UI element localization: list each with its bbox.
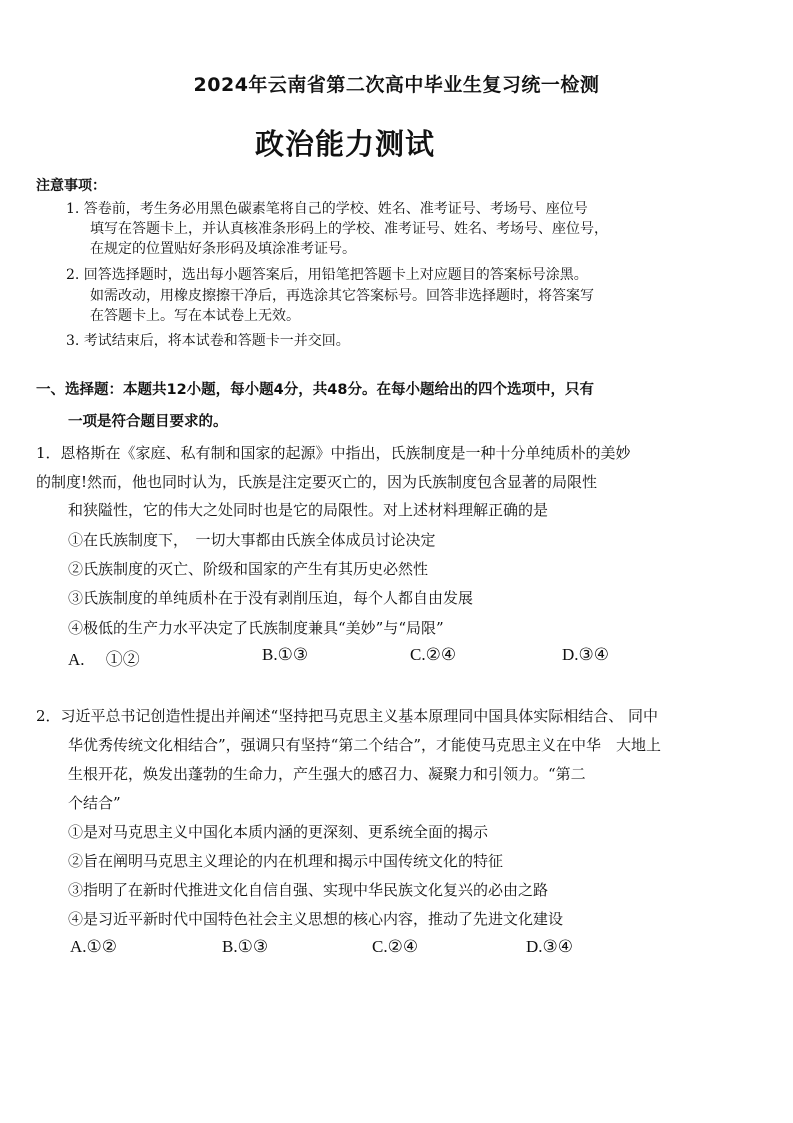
q2-statement-3: ③指明了在新时代推进文化自信自强、实现中华民族文化复兴的必由之路: [68, 881, 549, 899]
q2-stem-line-3: 生根开花，焕发出蓬勃的生命力，产生强大的感召力、凝聚力和引领力。“第二: [68, 765, 586, 783]
subject-title: 政治能力测试: [254, 127, 435, 161]
q2-statement-1: ①是对马克思主义中国化本质内涵的更深刻、更系统全面的揭示: [68, 823, 489, 841]
q2-option-a[interactable]: A.①②: [70, 937, 118, 956]
q2-statement-4: ④是习近平新时代中国特色社会主义思想的核心内容，推动了先进文化建设: [68, 910, 564, 928]
q2-option-d[interactable]: D.③④: [526, 937, 574, 956]
q1-statement-2: ②氏族制度的灭亡、阶级和国家的产生有其历史必然性: [68, 560, 429, 578]
notice-item-1-line-1: 1. 答卷前，考生务必用黑色碳素笔将自己的学校、姓名、准考证号、考场号、座位号: [66, 201, 588, 217]
q1-stem-line-3: 和狭隘性，它的伟大之处同时也是它的局限性。对上述材料理解正确的是: [68, 501, 549, 519]
q2-stem-line-2: 华优秀传统文化相结合”，强调只有坚持“第二个结合”，才能使马克思主义在中华 大地上: [68, 736, 662, 754]
q1-option-b[interactable]: B.①③: [262, 645, 309, 664]
notice-item-1-line-2: 填写在答题卡上，并认真核准条形码上的学校、准考证号、姓名、考场号、座位号，: [90, 221, 608, 237]
exam-title: 2024年云南省第二次高中毕业生复习统一检测: [193, 74, 600, 96]
notice-item-2-line-3: 在答题卡上。写在本试卷上无效。: [90, 308, 300, 324]
q1-option-d[interactable]: D.③④: [562, 645, 610, 664]
q2-stem-line-4: 个结合”: [68, 794, 121, 812]
section-heading-line-1: 一、选择题：本题共12小题，每小题4分，共48分。在每小题给出的四个选项中，只有: [36, 382, 594, 398]
section-heading-line-2: 一项是符合题目要求的。: [68, 414, 228, 430]
notice-heading: 注意事项：: [36, 178, 106, 194]
q1-statement-1: ①在氏族制度下， 一切大事都由氏族全体成员讨论决定: [68, 531, 436, 549]
q1-stem-line-2: 的制度!然而，他也同时认为，氏族是注定要灭亡的，因为氏族制度包含显著的局限性: [36, 473, 598, 491]
q1-option-a[interactable]: A. ①②: [68, 650, 140, 669]
notice-item-2-line-1: 2. 回答选择题时，选出每小题答案后，用铅笔把答题卡上对应题目的答案标号涂黑。: [66, 267, 588, 283]
q2-option-c[interactable]: C.②④: [372, 937, 419, 956]
notice-item-3: 3. 考试结束后，将本试卷和答题卡一并交回。: [66, 333, 350, 349]
q1-statement-3: ③氏族制度的单纯质朴在于没有剥削压迫，每个人都自由发展: [68, 589, 474, 607]
q1-statement-4: ④极低的生产力水平决定了氏族制度兼具“美妙”与“局限”: [68, 619, 444, 637]
q1-option-c[interactable]: C.②④: [410, 645, 457, 664]
q2-option-b[interactable]: B.①③: [222, 937, 269, 956]
q2-statement-2: ②旨在阐明马克思主义理论的内在机理和揭示中国传统文化的特征: [68, 852, 504, 870]
q1-stem-line-1: 1．恩格斯在《家庭、私有制和国家的起源》中指出，氏族制度是一种十分单纯质朴的美妙: [36, 444, 631, 462]
notice-item-2-line-2: 如需改动，用橡皮擦擦干净后，再选涂其它答案标号。回答非选择题时，将答案写: [90, 288, 594, 304]
q2-stem-line-1: 2．习近平总书记创造性提出并阐述“坚持把马克思主义基本原理同中国具体实际相结合、 同中: [36, 707, 658, 725]
notice-item-1-line-3: 在规定的位置贴好条形码及填涂准考证号。: [90, 241, 356, 257]
